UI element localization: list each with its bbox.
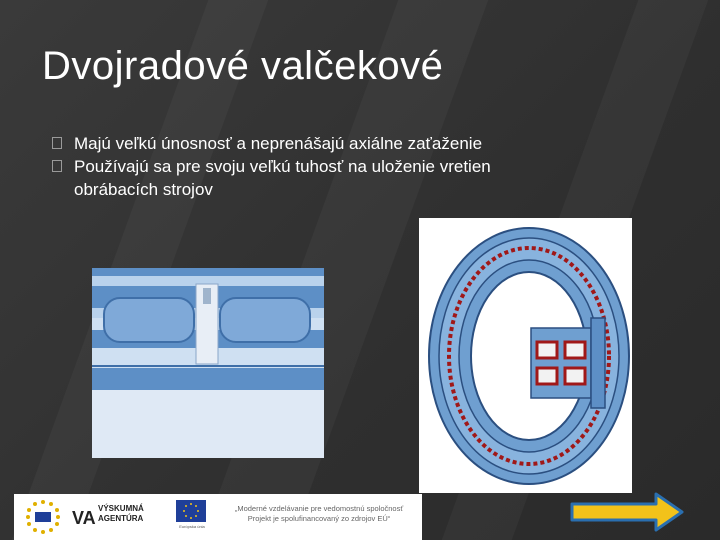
bullet-text: Majú veľkú únosnosť a neprenášajú axiálne zaťaženie xyxy=(74,134,483,153)
eu-flag-icon xyxy=(176,500,206,522)
bullet-text: Používajú sa pre svoju veľkú tuhosť na uloženie vretien obrábacích strojov xyxy=(74,157,491,199)
arrow-right-icon xyxy=(568,492,686,532)
agency-mark-icon: VA xyxy=(72,508,96,528)
bullet-item xyxy=(52,155,572,201)
bullet-icon xyxy=(52,137,62,149)
research-agency-logo xyxy=(72,502,152,532)
footer-logo-bar xyxy=(14,494,422,540)
eu-stars-logo-icon xyxy=(24,498,62,536)
agency-label: VÝSKUMNÁ AGENTÚRA xyxy=(98,504,144,523)
eu-caption: Európska únia xyxy=(179,524,205,529)
bullet-icon xyxy=(52,160,62,172)
project-text: „Moderné vzdelávanie pre vedomostnú spoločnosť Projekt je spolufinancovaný zo zdrojov EÚ“ xyxy=(234,504,404,523)
bearing-3d-image xyxy=(419,218,632,493)
next-slide-button[interactable] xyxy=(568,492,686,532)
bullet-list xyxy=(52,132,572,201)
bearing-cross-section-image xyxy=(92,268,324,458)
bullet-item xyxy=(52,132,572,155)
slide-title: Dvojradové valčekové xyxy=(42,44,444,88)
